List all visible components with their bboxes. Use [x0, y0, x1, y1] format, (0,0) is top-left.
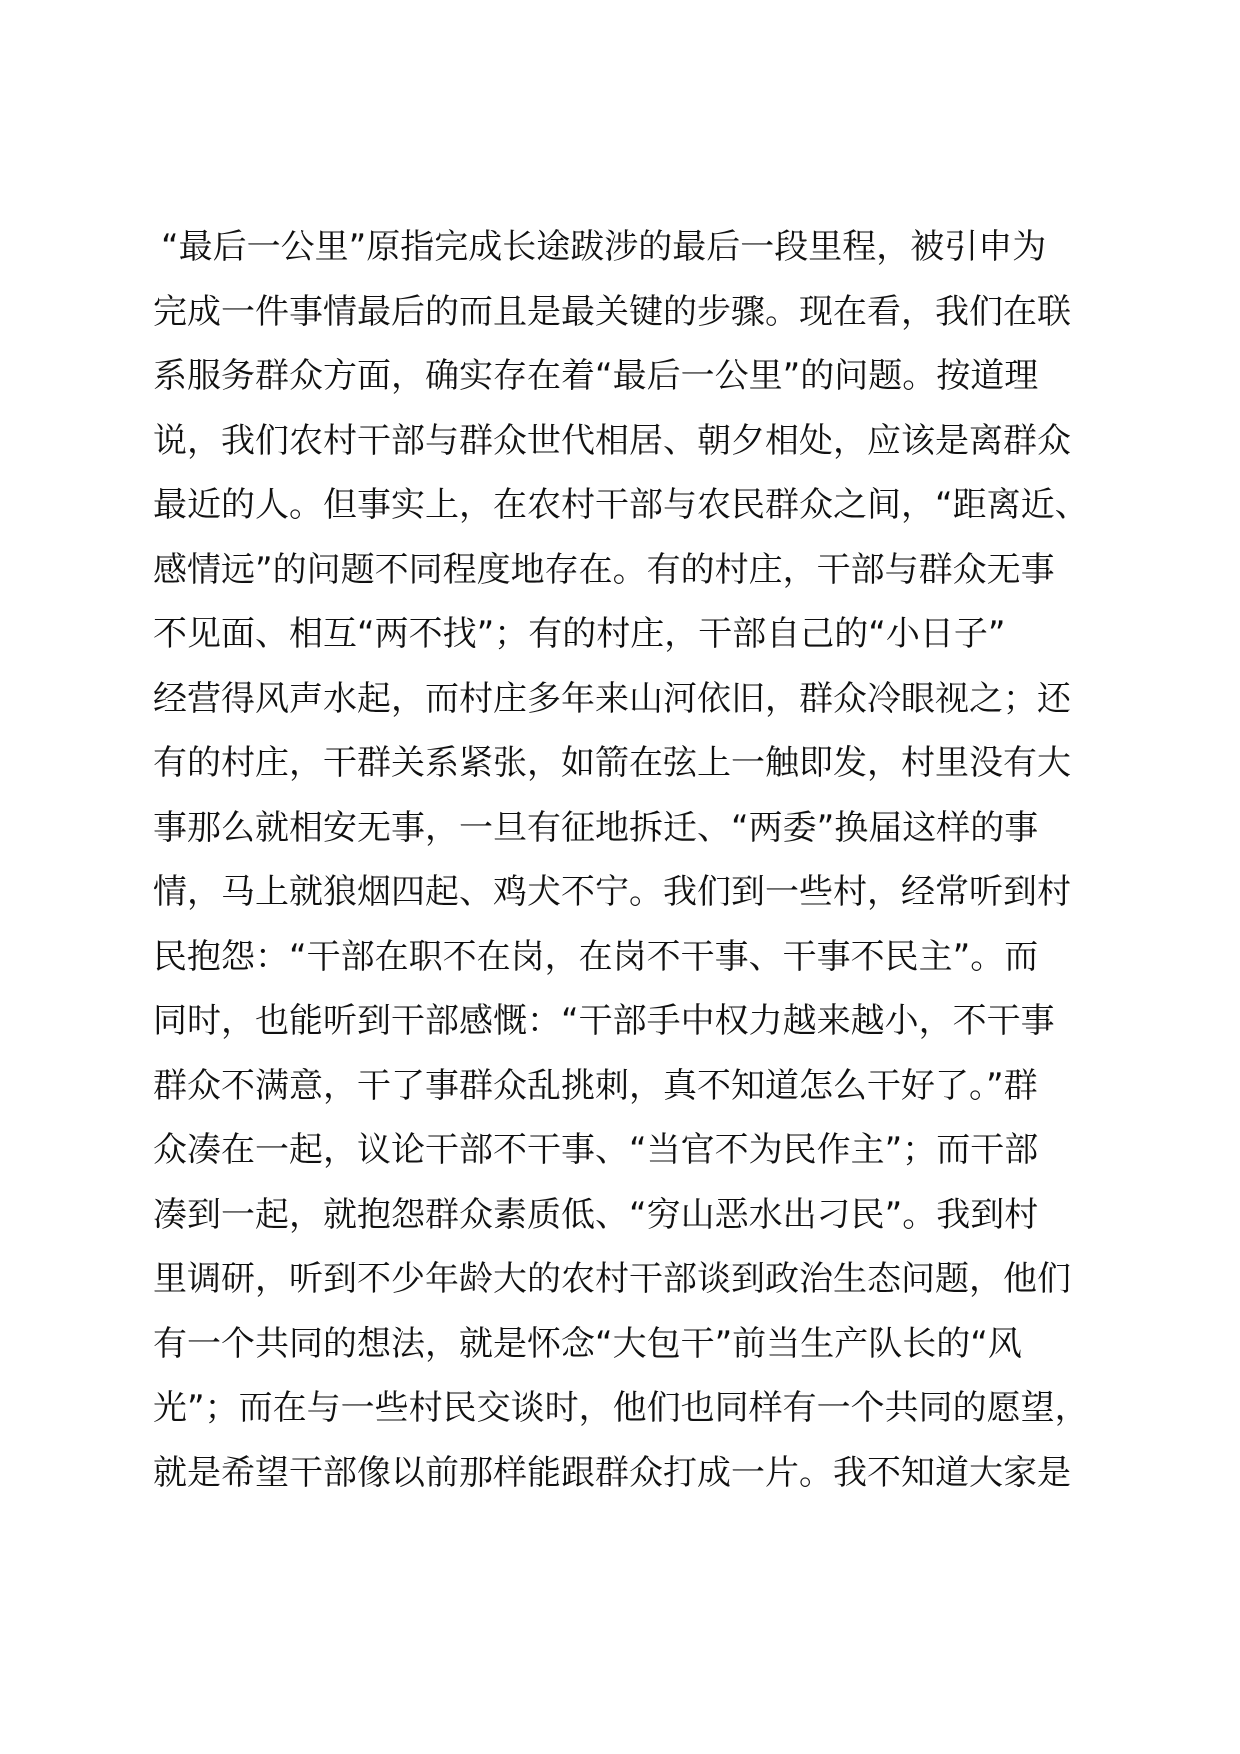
- text-line: 众凑在一起，议论干部不干事、“当官不为民作主”；而干部: [153, 1130, 1039, 1170]
- text-line: 有一个共同的想法，就是怀念“大包干”前当生产队长的“风: [153, 1323, 1022, 1364]
- text-line: 系服务群众方面，确实存在着“最后一公里”的问题。按道理: [153, 356, 1039, 396]
- text-line: 说，我们农村干部与群众世代相居、朝夕相处，应该是离群众: [153, 420, 1071, 461]
- text-line: 完成一件事情最后的而且是最关键的步骤。现在看，我们在联: [153, 291, 1071, 332]
- text-line: 经营得风声水起，而村庄多年来山河依旧，群众冷眼视之；还: [153, 678, 1071, 719]
- text-line: 光”；而在与一些村民交谈时，他们也同样有一个共同的愿望，: [153, 1388, 1089, 1428]
- body-paragraph: [153, 215, 1113, 1505]
- text-line: 群众不满意，干了事群众乱挑刺，真不知道怎么干好了。”群: [153, 1065, 1038, 1106]
- text-line: “最后一公里”原指完成长途跋涉的最后一段里程，被引申为: [161, 227, 1047, 267]
- text-line: 最近的人。但事实上，在农村干部与农民群众之间，“距离近、: [153, 485, 1089, 525]
- text-line: 就是希望干部像以前那样能跟群众打成一片。我不知道大家是: [153, 1452, 1071, 1493]
- text-line: 感情远”的问题不同程度地存在。有的村庄，干部与群众无事: [153, 549, 1055, 590]
- text-line: 民抱怨：“干部在职不在岗，在岗不干事、干事不民主”。而: [153, 936, 1039, 977]
- text-line: 里调研，听到不少年龄大的农村干部谈到政治生态问题，他们: [153, 1259, 1071, 1299]
- text-line: 同时，也能听到干部感慨：“干部手中权力越来越小，不干事: [153, 1001, 1055, 1041]
- text-line: 有的村庄，干群关系紧张，如箭在弦上一触即发，村里没有大: [153, 743, 1071, 783]
- text-line: 不见面、相互“两不找”；有的村庄，干部自己的“小日子”: [153, 614, 1006, 654]
- text-line: 凑到一起，就抱怨群众素质低、“穷山恶水出刁民”。我到村: [153, 1194, 1039, 1235]
- text-line: 情，马上就狼烟四起、鸡犬不宁。我们到一些村，经常听到村: [153, 872, 1071, 912]
- text-line: 事那么就相安无事，一旦有征地拆迁、“两委”换届这样的事: [153, 807, 1039, 848]
